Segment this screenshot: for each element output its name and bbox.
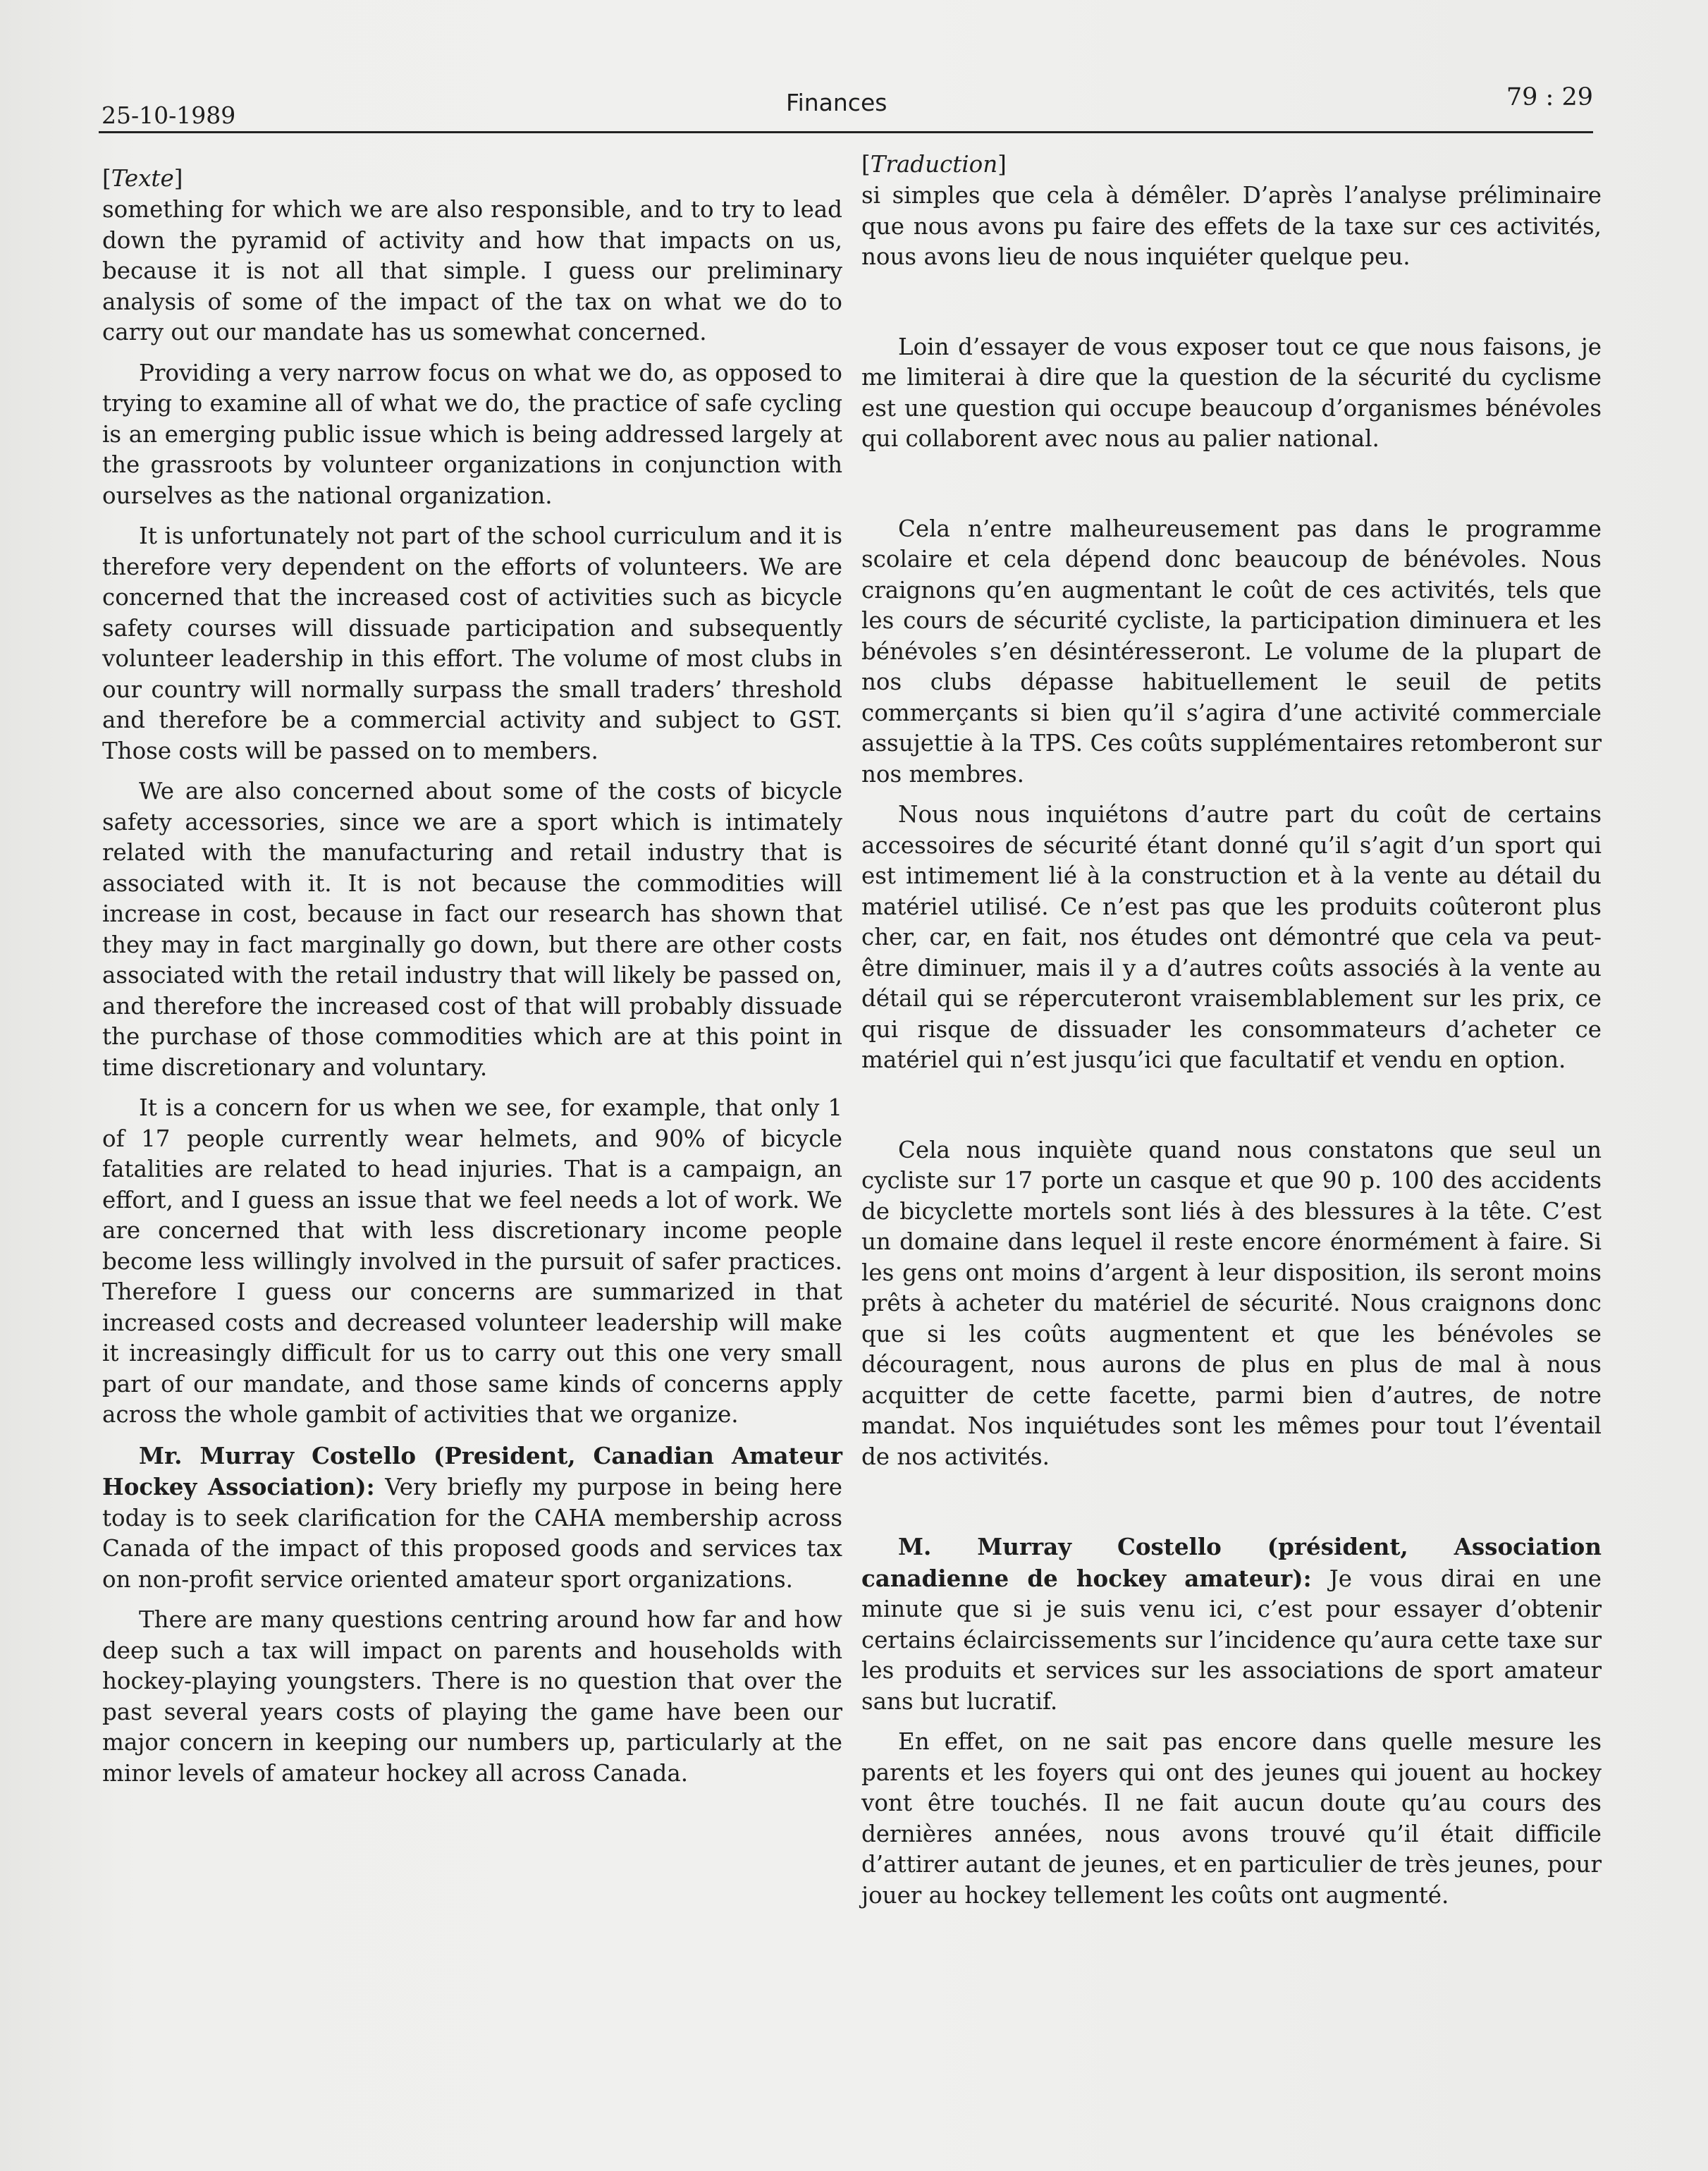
right-paragraph-1: si simples que cela à démêler. D’après l’analyse préliminaire que nous avons pu faire des effets de la taxe sur ces activités, nous avons lieu de nous inquiéter quelque peu. [861,182,1602,270]
right-section-tag: [Traduction] [861,151,1007,178]
left-paragraph-5: It is a concern for us when we see, for example, that only 1 of 17 people currently wear helmets, and 90% of bicycle fatalities are related to head injuries. That is a campaign, an effort, and I guess an issue that we feel needs a lot of work. We are concerned that with less discretionary income people become less willingly involved in the pursuit of safer practices. Therefore I guess our concerns are summarized in that increased costs and decreased volunteer leadership will make it increasingly difficult for us to carry out this one very small part of our mandate, and those same kinds of concerns apply across the whole gambit of activities that we organize. [102,1094,842,1428]
right-speaker-name: M. Murray Costello (président, Association canadienne de hockey amateur): [861,1533,1602,1592]
header-rule [99,131,1593,133]
right-tag-label: Traduction [870,151,998,178]
right-paragraph-2: Loin d’essayer de vous exposer tout ce que nous faisons, je me limiterai à dire que la question de la sécurité du cyclisme est une question qui occupe beaucoup d’organismes bénévoles qui collaborent avec nous au palier national. [861,333,1602,452]
right-speaker-text: Je vous dirai en une minute que si je suis venu ici, c’est pour essayer d’obtenir certains éclaircissements sur l’incidence qu’aura cette taxe sur les produits et services sur les associations de sport amateur sans but lucratif. [861,1565,1602,1715]
right-paragraph-4: Nous nous inquiétons d’autre part du coût de certains accessoires de sécurité étant donné qu’il s’agit d’un sport qui est intimement lié à la construction et à la vente au détail du matériel utilisé. Ce n’est pas que les produits coûteront plus cher, car, en fait, nos études ont démontré que cela va peut-être diminuer, mais il y a d’autres coûts associés à la vente au détail qui se répercuteront vraisemblablement sur les prix, ce qui risque de dissuader les consommateurs d’acheter ce matériel qui n’est jusqu’ici que facultatif et vendu en option. [861,801,1602,1073]
left-paragraph-6 [102,1441,842,1596]
left-column-english [102,162,842,1789]
left-section-tag: [Texte] [102,165,183,192]
right-paragraph-5: Cela nous inquiète quand nous constatons que seul un cycliste sur 17 porte un casque et que 90 p. 100 des accidents de bicyclette mortels sont liés à des blessures à la tête. C’est un domaine dans lequel il reste encore énormément à faire. Si les gens ont moins d’argent à leur disposition, ils seront moins prêts à acheter du matériel de sécurité. Nous craignons donc que si les coûts augmentent et que les bénévoles se découragent, nous aurons de plus en plus de mal à nous acquitter de cette facette, parmi bien d’autres, de notre mandat. Nos inquiétudes sont les mêmes pour tout l’éventail de nos activités. [861,1136,1602,1470]
right-paragraph-3: Cela n’entre malheureusement pas dans le programme scolaire et cela dépend donc beaucoup de bénévoles. Nous craignons qu’en augmentant le coût de ces activités, tels que les cours de sécurité cycliste, la participation diminuera et les bénévoles s’en désintéresseront. Le volume de la plupart de nos clubs dépasse habituellement le seuil de petits commerçants si bien qu’il s’agira d’une activité commerciale assujettie à la TPS. Ces coûts supplémentaires retomberont sur nos membres. [861,515,1602,788]
right-paragraph-6 [861,1531,1602,1717]
left-paragraph-1: something for which we are also responsible, and to try to lead down the pyramid of activity and how that impacts on us, because it is not all that simple. I guess our preliminary analysis of some of the impact of the tax on what we do to carry out our mandate has us somewhat concerned. [102,196,842,345]
left-speaker-text: Very briefly my purpose in being here today is to seek clarification for the CAHA membership across Canada of the impact of this proposed goods and services tax on non-profit service oriented amateur sport organizations. [102,1474,842,1593]
left-paragraph-7: There are many questions centring around how far and how deep such a tax will impact on parents and households with hockey-playing youngsters. There is no question that over the past several years costs of playing the game have been our major concern in keeping our numbers up, particularly at the minor levels of amateur hockey all across Canada. [102,1606,842,1787]
right-paragraph-7: En effet, on ne sait pas encore dans quelle mesure les parents et les foyers qui ont des jeunes qui jouent au hockey vont être touchés. Il ne fait aucun doute qu’au cours des dernières années, nous avons trouvé qu’il était difficile d’attirer autant de jeunes, et en particulier de très jeunes, pour jouer au hockey tellement les coûts ont augmenté. [861,1728,1602,1909]
header-page-number: 79 : 29 [1506,83,1593,111]
right-column-french [861,148,1602,1911]
left-paragraph-4: We are also concerned about some of the costs of bicycle safety accessories, since we are a sport which is intimately related with the manufacturing and retail industry that is associated with it. It is not because the commodities will increase in cost, because in fact our research has shown that they may in fact marginally go down, but there are other costs associated with the retail industry that will likely be passed on, and therefore the increased cost of that will probably dissuade the purchase of those commodities which are at this point in time discretionary and voluntary. [102,778,842,1081]
page-header [99,83,1593,133]
left-tag-label: Texte [111,165,174,192]
left-paragraph-2: Providing a very narrow focus on what we do, as opposed to trying to examine all of what we do, the practice of safe cycling is an emerging public issue which is being addressed largely at the grassroots by volunteer organizations in conjunction with ourselves as the national organization. [102,359,842,509]
header-title: Finances [786,89,887,116]
header-date: 25-10-1989 [102,102,236,129]
left-paragraph-3: It is unfortunately not part of the school curriculum and it is therefore very dependent on the efforts of volunteers. We are concerned that the increased cost of activities such as bicycle safety courses will dissuade participation and subsequently volunteer leadership in this effort. The volume of most clubs in our country will normally surpass the small traders’ threshold and therefore be a commercial activity and subject to GST. Those costs will be passed on to members. [102,522,842,764]
left-speaker-name: Mr. Murray Costello (President, Canadian Amateur Hockey Association): [102,1441,842,1500]
